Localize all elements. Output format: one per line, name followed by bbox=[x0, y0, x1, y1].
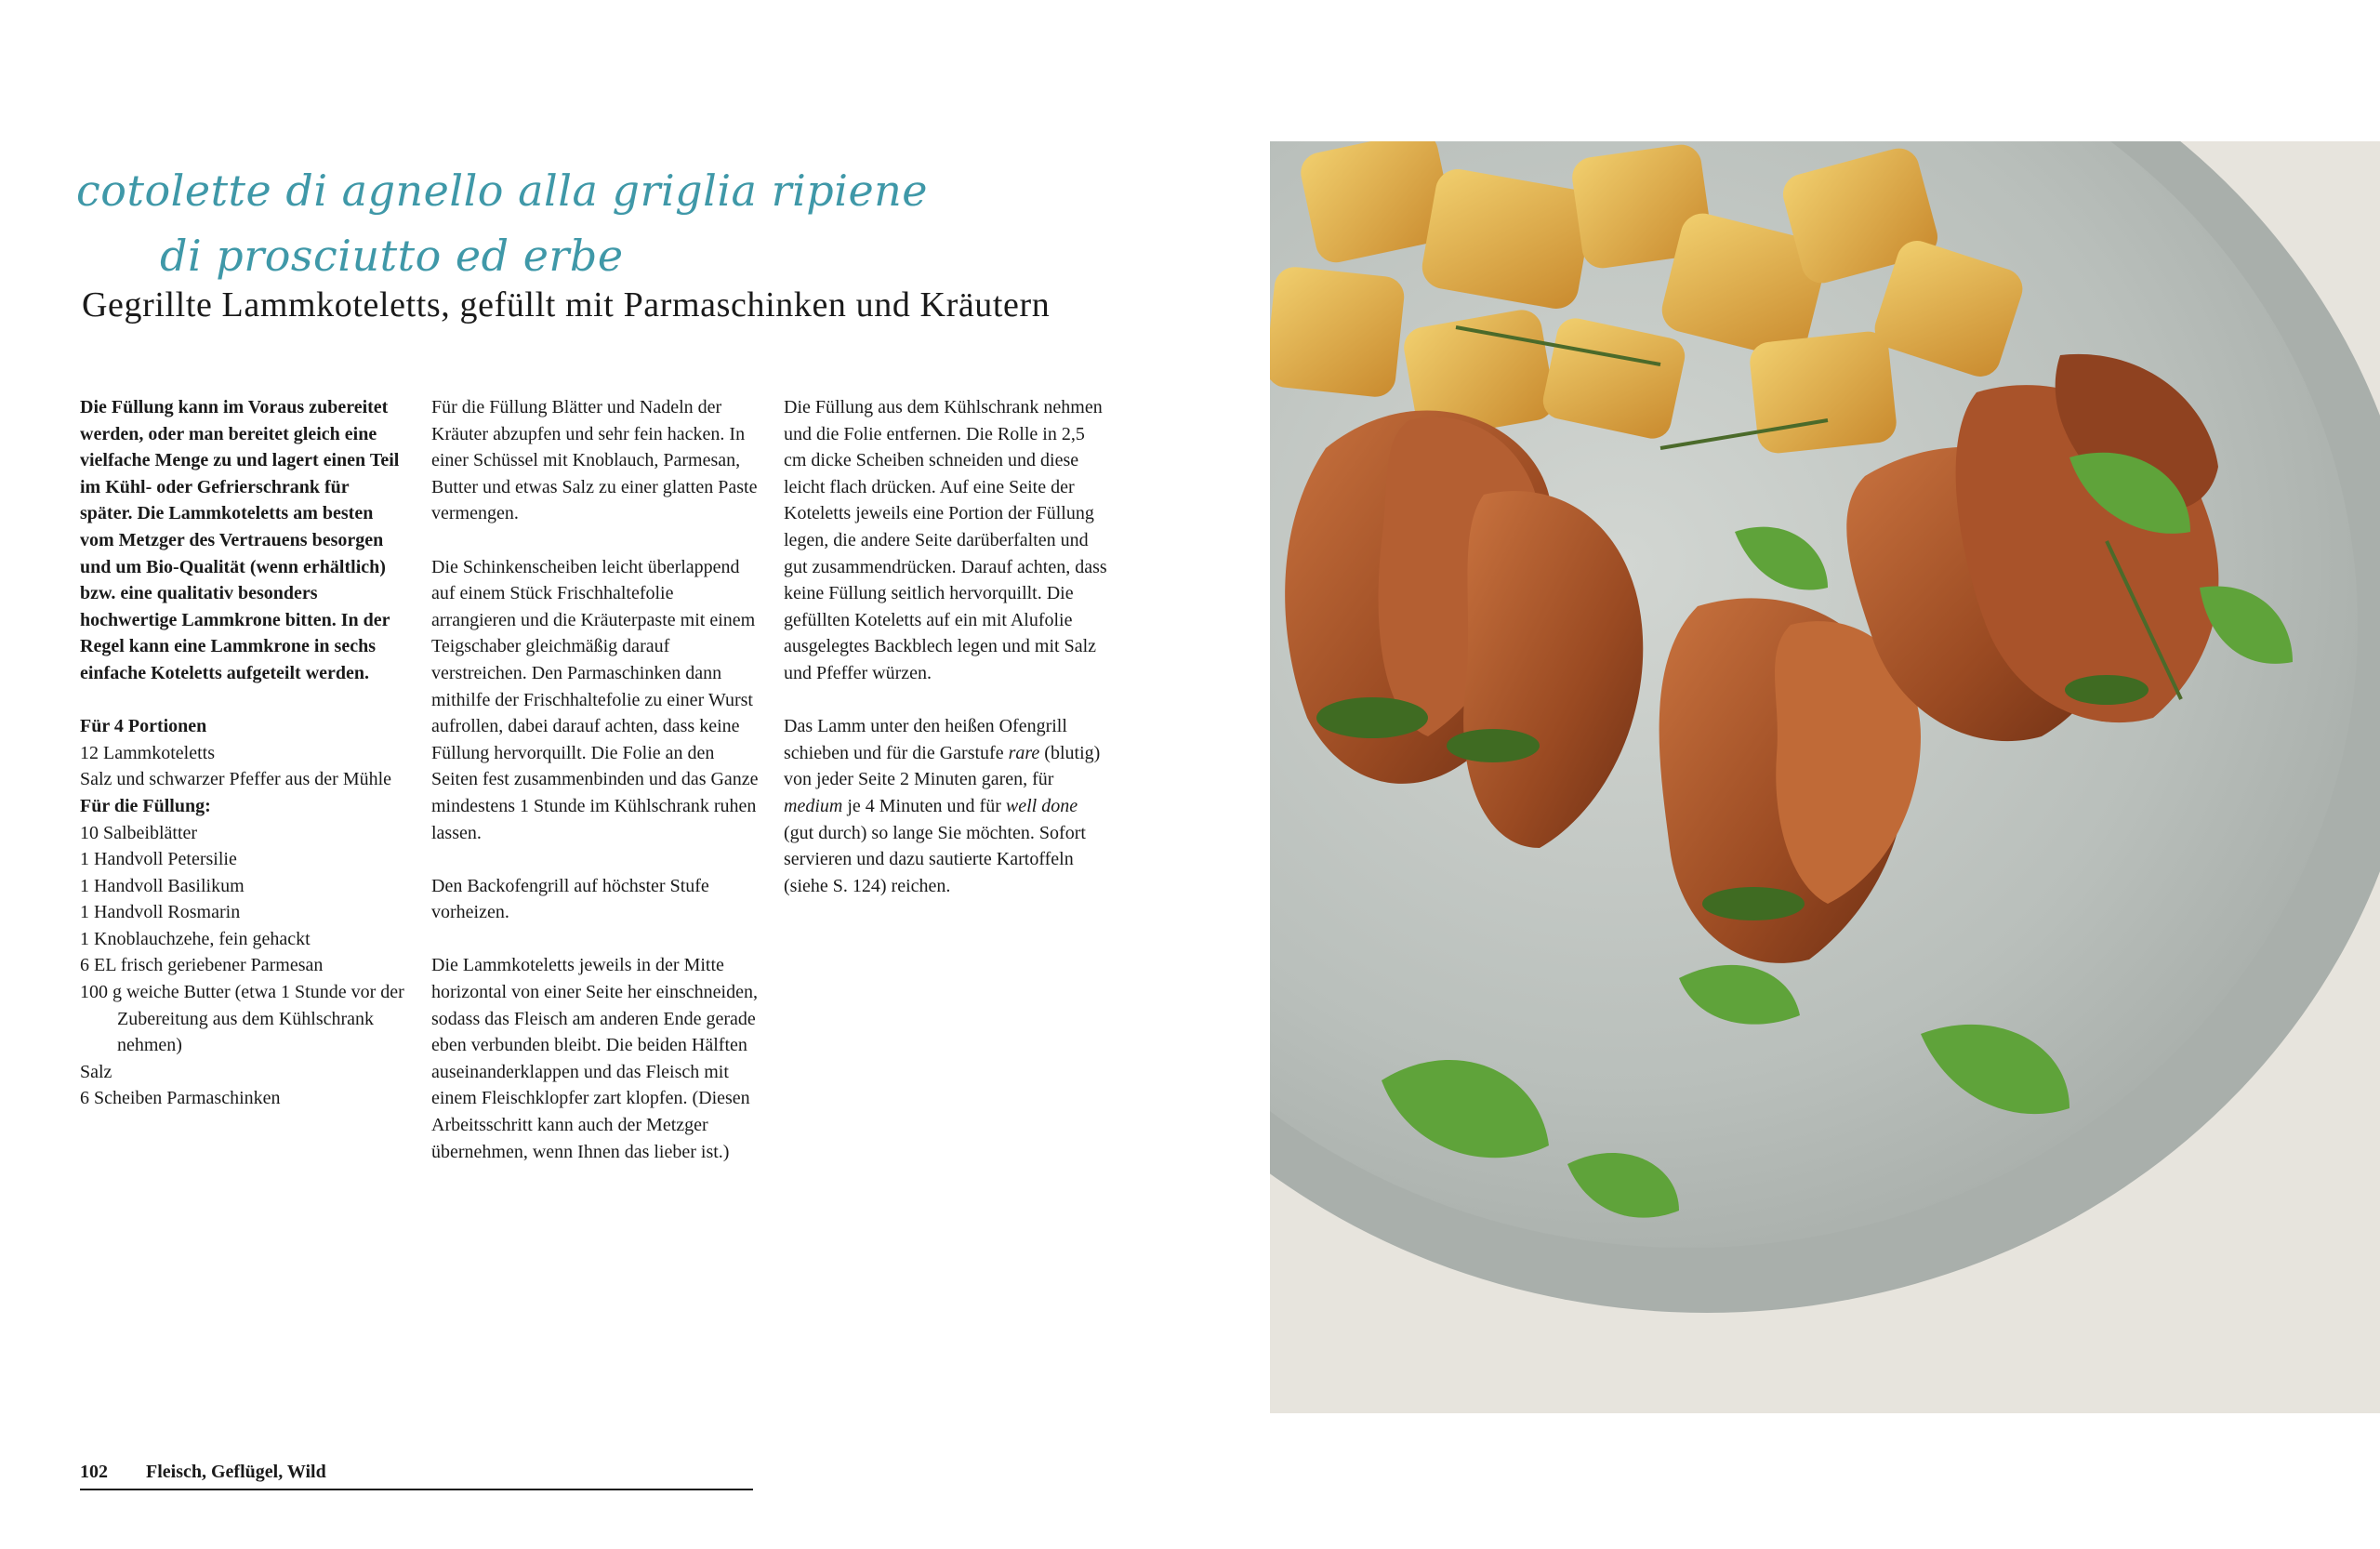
food-photo-illustration bbox=[1270, 141, 2380, 1413]
text-run: (gut durch) so lange Sie möchten. Sofort servieren und dazu sautierte Kartoffeln (siehe S. 124) reichen. bbox=[784, 822, 1086, 896]
title-italian-line1: cotolette di agnello alla griglia ripiene bbox=[76, 165, 929, 216]
text-run: je 4 Minuten und für bbox=[842, 795, 1006, 816]
ingredient-item: 1 Handvoll Basilikum bbox=[80, 875, 245, 896]
method-paragraph: Die Lammkoteletts jeweils in der Mitte horizontal von einer Seite her einschneiden, sodass das Fleisch am anderen Ende gerade eben verbunden bleibt. Die beiden Hälften auseinanderklappen und das Fleisch mit einem Fleischklopfer zart klopfen. (Diesen Arbeitsschritt kann auch der Metzger übernehmen, wenn Ihnen das lieber ist.) bbox=[431, 955, 758, 1162]
method-paragraph: Den Backofengrill auf höchster Stufe vorheizen. bbox=[431, 875, 709, 923]
term-rare: rare bbox=[1008, 742, 1040, 763]
ingredient-item: 10 Salbeiblätter bbox=[80, 822, 198, 843]
column-3 bbox=[784, 394, 1111, 926]
ingredient-item: Salz und schwarzer Pfeffer aus der Mühle bbox=[80, 769, 392, 790]
ingredient-item: 1 Handvoll Rosmarin bbox=[80, 902, 241, 923]
ingredient-list bbox=[80, 713, 405, 1112]
text-run: (blutig) von jeder Seite 2 Minuten garen, für bbox=[784, 742, 1101, 790]
term-well-done: well done bbox=[1005, 795, 1078, 816]
section-name: Fleisch, Geflügel, Wild bbox=[146, 1462, 326, 1482]
portions-heading: Für 4 Portionen bbox=[80, 716, 207, 737]
text-run: Das Lamm unter den heißen Ofengrill schieben und für die Garstufe bbox=[784, 716, 1067, 763]
term-medium: medium bbox=[784, 795, 843, 816]
ingredient-item: 1 Handvoll Petersilie bbox=[80, 849, 237, 870]
method-paragraph: Für die Füllung Blätter und Nadeln der Kräuter abzupfen und sehr fein hacken. In einer Schüssel mit Knoblauch, Parmesan, Butter und etwas Salz zu einer glatten Paste vermengen. bbox=[431, 397, 758, 524]
recipe-title-italian bbox=[76, 158, 928, 288]
column-2 bbox=[431, 394, 759, 1192]
method-paragraph: Die Füllung aus dem Kühlschrank nehmen und die Folie entfernen. Die Rolle in 2,5 cm dicke Scheiben schneiden und diese leicht flach drücken. Auf eine Seite der Koteletts jeweils eine Portion der Füllung legen, die andere Seite darüberfalten und gut zusammendrücken. Darauf achten, dass keine Füllung seitlich hervorquillt. Die gefüllten Koteletts auf ein mit Alufolie ausgelegtes Backblech legen und mit Salz und Pfeffer würzen. bbox=[784, 397, 1107, 683]
ingredient-item: Salz bbox=[80, 1061, 112, 1082]
title-italian-line2: di prosciutto ed erbe bbox=[160, 231, 624, 281]
ingredient-item: 1 Knoblauchzehe, fein gehackt bbox=[80, 928, 311, 949]
food-photo bbox=[1270, 141, 2380, 1413]
method-paragraph: Die Schinkenscheiben leicht überlappend auf einem Stück Frischhaltefolie arrangieren und die Kräuterpaste mit einem Teigschaber gleichmäßig darauf verstreichen. Den Parmaschinken dann mithilfe der Frischhaltefolie zu einer Wurst aufrollen, dabei darauf achten, dass keine Füllung hervorquillt. Die Folie an den Seiten fest zusammenbinden und das Ganze mindestens 1 Stunde im Kühlschrank ruhen lassen. bbox=[431, 556, 759, 843]
ingredient-item: 12 Lammkoteletts bbox=[80, 742, 215, 763]
method-paragraph-doneness bbox=[784, 713, 1111, 899]
recipe-title-german: Gegrillte Lammkoteletts, gefüllt mit Parmaschinken und Kräutern bbox=[82, 285, 1051, 324]
ingredient-item: 100 g weiche Butter (etwa 1 Stunde vor der Zubereitung aus dem Kühlschrank nehmen) bbox=[80, 982, 404, 1056]
page-number: 102 bbox=[80, 1462, 108, 1482]
column-1 bbox=[80, 394, 405, 1112]
filling-heading: Für die Füllung: bbox=[80, 795, 211, 816]
ingredient-item: 6 EL frisch geriebener Parmesan bbox=[80, 955, 324, 976]
page-footer bbox=[80, 1462, 753, 1490]
ingredient-item: 6 Scheiben Parmaschinken bbox=[80, 1088, 281, 1109]
intro-text: Die Füllung kann im Voraus zubereitet werden, oder man bereitet gleich eine vielfache Menge zu und lagert einen Teil im Kühl- oder Gefrierschrank für später. Die Lammkoteletts am besten vom Metzger des Vertrauens besorgen und um Bio-Qualität (wenn erhältlich) bzw. eine qualitativ besonders hochwertige Lammkrone bitten. In der Regel kann eine Lammkrone in sechs einfache Koteletts aufgeteilt werden. bbox=[80, 397, 400, 683]
